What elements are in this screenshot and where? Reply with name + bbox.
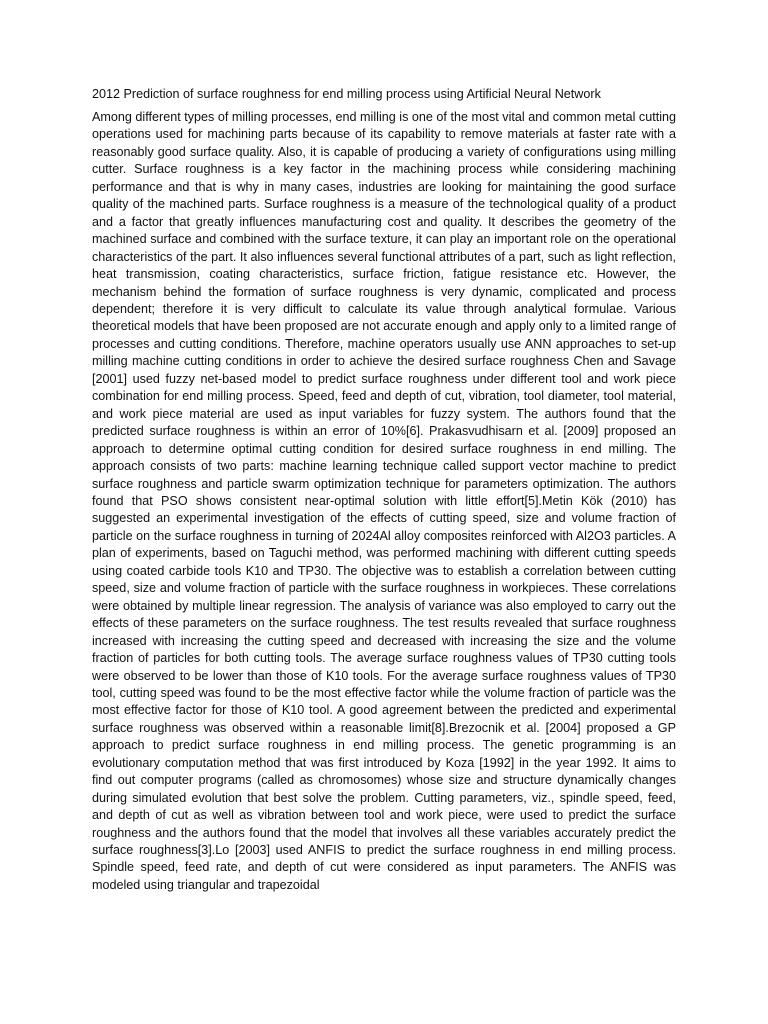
body-paragraph: Among different types of milling processes, end milling is one of the most vital and common metal cutting operations used for machining parts because of its capability to remove materials at faster rate with a reasonably good surface quality. Also, it is capable of producing a variety of configurations using milling cutter. Surface roughness is a key factor in the machining process while considering machining performance and that is why in many cases, industries are looking for maintaining the good surface quality of the machined parts. Surface roughness is a measure of the technological quality of a product and a factor that greatly influences manufacturing cost and quality. It describes the geometry of the machined surface and combined with the surface texture, it can play an important role on the operational characteristics of the part. It also influences several functional attributes of a part, such as light reflection, heat transmission, coating characteristics, surface friction, fatigue resistance etc. However, the mechanism behind the formation of surface roughness is very dynamic, complicated and process dependent; therefore it is very difficult to calculate its value through analytical formulae. Various theoretical models that have been proposed are not accurate enough and apply only to a limited range of processes and cutting conditions. Therefore, machine operators usually use ANN approaches to set-up milling machine cutting conditions in order to achieve the desired surface roughness Chen and Savage [2001] used fuzzy net-based model to predict surface roughness under different tool and work piece combination for end milling process. Speed, feed and depth of cut, vibration, tool diameter, tool material, and work piece material are used as input variables for fuzzy system. The authors found that the predicted surface roughness is within an error of 10%[6]. Prakasvudhisarn et al. [2009] proposed an approach to determine optimal cutting condition for desired surface roughness in end milling. The approach consists of two parts: machine learning technique called support vector machine to predict surface roughness and particle swarm optimization technique for parameters optimization. The authors found that PSO shows consistent near-optimal solution with little effort[5].Metin Kök (2010) has suggested an experimental investigation of the effects of cutting speed, size and volume fraction of particle on the surface roughness in turning of 2024Al alloy composites reinforced with Al2O3 particles. A plan of experiments, based on Taguchi method, was performed machining with different cutting speeds using coated carbide tools K10 and TP30. The objective was to establish a correlation between cutting speed, size and volume fraction of particle with the surface roughness in workpieces. These correlations were obtained by multiple linear regression. The analysis of variance was also employed to carry out the effects of these parameters on the surface roughness. The test results revealed that surface roughness increased with increasing the cutting speed and decreased with increasing the size and the volume fraction of particles for both cutting tools. The average surface roughness values of TP30 cutting tools were observed to be lower than those of K10 tools. For the average surface roughness values of TP30 tool, cutting speed was found to be the most effective factor while the volume fraction of particle was the most effective factor for those of K10 tool. A good agreement between the predicted and experimental surface roughness was observed within a reasonable limit[8].Brezocnik et al. [2004] proposed a GP approach to predict surface roughness in end milling process. The genetic programming is an evolutionary computation method that was first introduced by Koza [1992] in the year 1992. It aims to find out computer programs (called as chromosomes) whose size and structure dynamically changes during simulated evolution that best solve the problem. Cutting parameters, viz., spindle speed, feed, and depth of cut as well as vibration between tool and work piece, were used to predict the surface roughness and the authors found that the model that involves all these variables accurately predict the surface roughness[3].Lo [2003] used ANFIS to predict the surface roughness in end milling process. Spindle speed, feed rate, and depth of cut were considered as input parameters. The ANFIS was modeled using triangular and trapezoidal: [92, 110, 676, 892]
document-title: 2012 Prediction of surface roughness for end milling process using Artificial Neural Network: [92, 87, 601, 101]
document-content: [92, 86, 676, 894]
